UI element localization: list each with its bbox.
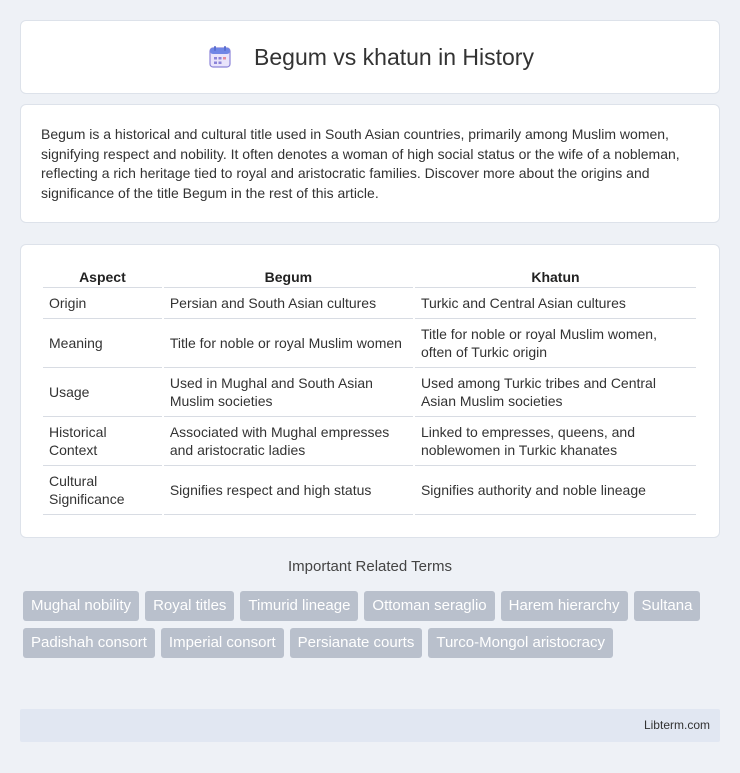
cell-khatun: Signifies authority and noble lineage: [415, 466, 696, 515]
cell-aspect: Cultural Significance: [43, 466, 162, 515]
tag-mughal-nobility[interactable]: Mughal nobility: [23, 591, 139, 621]
cell-begum: Associated with Mughal empresses and aristocratic ladies: [164, 417, 413, 466]
cell-aspect: Historical Context: [43, 417, 162, 466]
table-header-row: [43, 265, 696, 288]
cell-aspect: Meaning: [43, 319, 162, 368]
tag-persianate-courts[interactable]: Persianate courts: [290, 628, 423, 658]
table-row: [43, 319, 696, 368]
comparison-table: [41, 265, 698, 515]
header-khatun: Khatun: [415, 265, 696, 288]
cell-begum: Signifies respect and high status: [164, 466, 413, 515]
table-row: [43, 288, 696, 319]
cell-begum: Persian and South Asian cultures: [164, 288, 413, 319]
table-row: [43, 368, 696, 417]
cell-begum: Title for noble or royal Muslim women: [164, 319, 413, 368]
footer-site-link[interactable]: Libterm.com: [643, 718, 710, 732]
cell-aspect: Origin: [43, 288, 162, 319]
intro-text: Begum is a historical and cultural title used in South Asian countries, primarily among Muslim women, signifying respect and nobility. It often denotes a woman of high social status or the wife of a nobleman, reflecting a rich heritage tied to royal and aristocratic families. Discover more about the origins and significance of the title Begum in the rest of this article.: [41, 126, 680, 201]
header-begum: Begum: [164, 265, 413, 288]
cell-khatun: Turkic and Central Asian cultures: [415, 288, 696, 319]
title-card: [20, 20, 720, 94]
tag-imperial-consort[interactable]: Imperial consort: [161, 628, 284, 658]
tag-ottoman-seraglio[interactable]: Ottoman seraglio: [364, 591, 494, 621]
comparison-card: [20, 244, 720, 538]
tag-padishah-consort[interactable]: Padishah consort: [23, 628, 155, 658]
calendar-icon: [206, 43, 234, 71]
cell-khatun: Linked to empresses, queens, and noblewomen in Turkic khanates: [415, 417, 696, 466]
tag-turco-mongol-aristocracy[interactable]: Turco-Mongol aristocracy: [428, 628, 613, 658]
related-terms-list: [23, 591, 723, 665]
cell-khatun: Used among Turkic tribes and Central Asian Muslim societies: [415, 368, 696, 417]
table-row: [43, 466, 696, 515]
tag-sultana[interactable]: Sultana: [634, 591, 701, 621]
footer: [20, 709, 720, 742]
intro-card: [20, 104, 720, 223]
related-terms-title: Important Related Terms: [288, 558, 452, 575]
page-title: Begum vs khatun in History: [254, 43, 534, 70]
tag-royal-titles[interactable]: Royal titles: [145, 591, 234, 621]
table-row: [43, 417, 696, 466]
tag-timurid-lineage[interactable]: Timurid lineage: [240, 591, 358, 621]
header-aspect: Aspect: [43, 265, 162, 288]
cell-khatun: Title for noble or royal Muslim women, often of Turkic origin: [415, 319, 696, 368]
cell-aspect: Usage: [43, 368, 162, 417]
cell-begum: Used in Mughal and South Asian Muslim societies: [164, 368, 413, 417]
tag-harem-hierarchy[interactable]: Harem hierarchy: [501, 591, 628, 621]
